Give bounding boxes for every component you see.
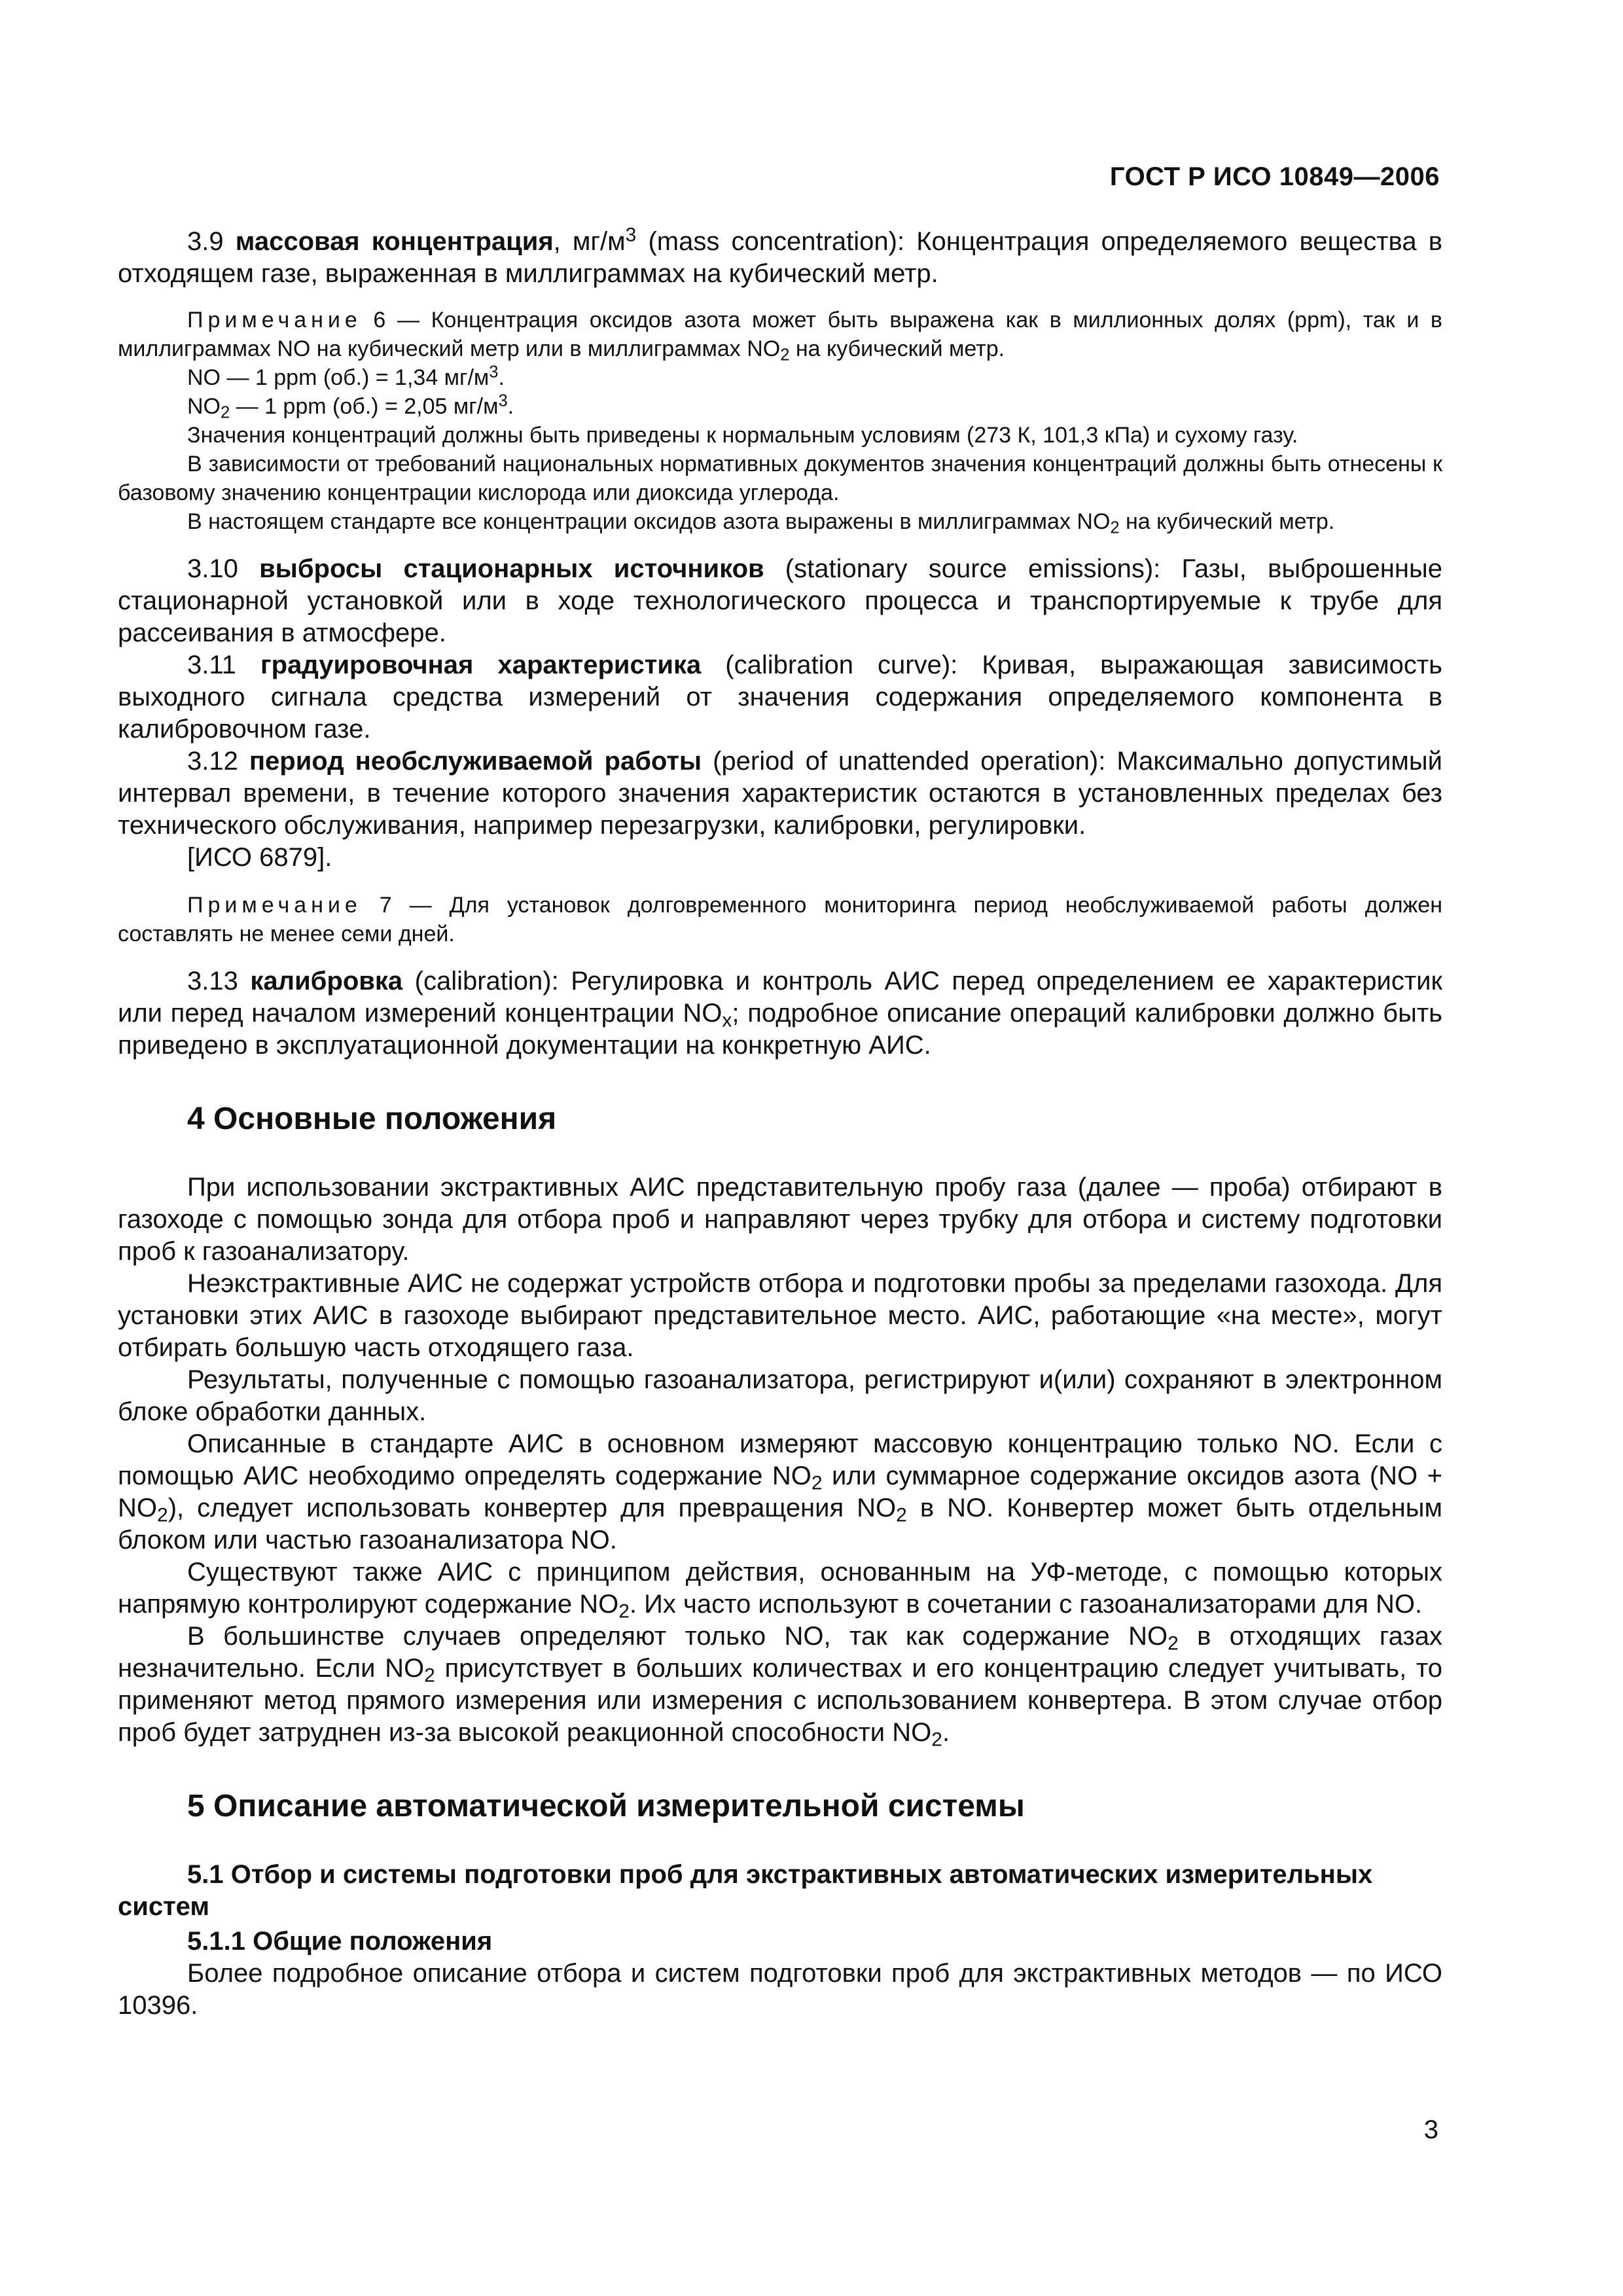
paragraph-text: Существуют также АИС с принципом действия, основанным на УФ-методе, с помощью которых напрямую контролируют содержание NO (118, 1558, 1442, 1619)
clause-number: 3.11 (187, 651, 236, 679)
subscript: 2 (1168, 1632, 1179, 1655)
note-6-reference: В зависимости от требований национальных нормативных документов значения концентраций должны быть отнесены к базовому значению концентрации кислорода или диоксида углерода. (118, 452, 1442, 505)
page-number: 3 (1423, 2115, 1438, 2144)
term-definition: (mass concentration): Концентрация определяемого вещества в отходящем газе, выраженная в миллиграммах на кубический метр. (118, 227, 1442, 288)
superscript: 3 (625, 224, 637, 246)
term-name: калибровка (250, 967, 403, 996)
superscript: 3 (489, 363, 499, 382)
term-name: массовая концентрация (235, 227, 554, 256)
section-4-paragraph: Неэкстрактивные АИС не содержат устройств отбора и подготовки пробы за пределами газохода. Для установки этих АИС в газоходе выбирают представительное место. АИС, работающие «на месте», могут отбирать большую часть отходящего газа. (118, 1269, 1442, 1362)
term-definition: ; подробное описание операций калибровки должно быть приведено в эксплуатационной документации на конкретную АИС. (118, 999, 1442, 1060)
clause-number: 3.13 (187, 967, 238, 996)
note-label: Примечание (187, 308, 362, 332)
term-3-12-reference: [ИСО 6879]. (187, 843, 332, 872)
subscript: 2 (931, 1729, 942, 1751)
subsection-5-1-heading: 5.1 Отбор и системы подготовки проб для экстрактивных автоматических измерительных систем (118, 1860, 1373, 1921)
subscript: 2 (811, 1472, 823, 1494)
note-text: . (498, 365, 505, 390)
subscript: 2 (780, 346, 790, 365)
note-6-standard (118, 507, 1442, 536)
paragraph-text: или суммарное содержание оксидов азота (NO + NO (118, 1462, 1442, 1522)
unit-text: , мг/м (553, 227, 626, 256)
note-6-normal: Значения концентраций должны быть приведены к нормальным условиям (273 К, 101,3 кПа) и сухому газу. (187, 423, 1298, 448)
term-definition: (stationary source emissions): Газы, выброшенные стационарной установкой или в ходе технологического процесса и транспортируемые к трубе для рассеивания в атмосфере. (118, 554, 1442, 647)
note-text: — 1 ppm (об.) = 2,05 мг/м (230, 394, 499, 419)
term-3-11 (118, 649, 1442, 745)
note-text: NO — 1 ppm (об.) = 1,34 мг/м (187, 365, 490, 390)
section-4-heading: 4 Основные положения (187, 1102, 557, 1136)
subscript: 2 (424, 1664, 435, 1687)
paragraph-text: В большинстве случаев определяют только NO, так как содержание NO (187, 1622, 1168, 1651)
standard-id: ГОСТ Р ИСО 10849—2006 (1109, 162, 1440, 191)
section-4-paragraph: При использовании экстрактивных АИС представительную пробу газа (далее — проба) отбирают в газоходе с помощью зонда для отбора проб и направляют через трубку для отбора и систему подготовки проб к газоанализатору. (118, 1173, 1442, 1266)
section-4-paragraph (118, 1621, 1442, 1749)
section-4-paragraph (118, 1556, 1442, 1621)
term-definition: (calibration curve): Кривая, выражающая зависимость выходного сигнала средства измерений от значения содержания определяемого компонента в калибровочном газе. (118, 651, 1442, 744)
note-text: 6 — Концентрация оксидов азота может быть выражена как в миллионных долях (ppm), так и в миллиграммах NO на кубический метр или в миллиграммах NO (118, 308, 1442, 361)
note-6 (118, 306, 1442, 536)
note-6-text (118, 306, 1442, 363)
paragraph-text: Описанные в стандарте АИС в основном измеряют массовую концентрацию только NO. Если с помощью АИС необходимо определять содержание NO (118, 1429, 1442, 1490)
clause-number: 3.12 (187, 747, 238, 776)
term-3-10 (118, 553, 1442, 649)
term-3-13 (118, 965, 1442, 1062)
term-definition: (calibration): Регулировка и контроль АИС перед определением ее характеристик или перед началом измерений концентрации NO (118, 967, 1442, 1028)
subscript: 2 (896, 1504, 907, 1526)
term-name: градуировочная характеристика (260, 651, 702, 679)
page-body (118, 226, 1442, 2022)
note-6-no (118, 363, 1442, 392)
subscript: 2 (1110, 518, 1120, 537)
clause-number: 3.10 (187, 554, 238, 583)
section-4-paragraph (118, 1428, 1442, 1556)
subscript: x (722, 1009, 732, 1031)
term-3-9 (118, 226, 1442, 290)
section-5-heading: 5 Описание автоматической измерительной системы (187, 1789, 1025, 1823)
note-text: на кубический метр. (789, 336, 1005, 361)
term-3-12 (118, 745, 1442, 842)
note-7 (118, 891, 1442, 948)
subscript: 2 (221, 403, 230, 422)
paragraph-text: . (942, 1718, 950, 1747)
paragraph-text: в NO. Конвертер может быть отдельным блоком или частью газоанализатора NO. (118, 1494, 1442, 1554)
paragraph-text: ), следует использовать конвертер для превращения NO (168, 1494, 897, 1522)
paragraph-text: в отходящих газах незначительно. Если NO (118, 1622, 1442, 1683)
note-label: Примечание (187, 893, 362, 918)
term-name: выбросы стационарных источников (259, 554, 764, 583)
subscript: 2 (157, 1504, 168, 1526)
term-name: период необслуживаемой работы (249, 747, 702, 776)
paragraph-text: . Их часто используют в сочетании с газоанализаторами для NO. (629, 1590, 1423, 1619)
section-5-paragraph: Более подробное описание отбора и систем подготовки проб для экстрактивных методов — по ИСО 10396. (118, 1959, 1442, 2020)
paragraph-text: присутствует в больших количествах и его концентрацию следует учитывать, то применяют метод прямого измерения или измерения с использованием конвертера. В этом случае отбор проб будет затруднен из-за высокой реакционной способности NO (118, 1654, 1443, 1747)
note-text: 7 — Для установок долговременного мониторинга период необслуживаемой работы должен составлять не менее семи дней. (118, 893, 1442, 946)
note-text: NO (187, 394, 221, 419)
note-text: В настоящем стандарте все концентрации оксидов азота выражены в миллиграммах NO (187, 509, 1111, 534)
note-6-no2 (118, 392, 1442, 421)
subsection-5-1-1-heading: 5.1.1 Общие положения (187, 1927, 493, 1956)
section-4-paragraph: Результаты, полученные с помощью газоанализатора, регистрируют и(или) сохраняют в электронном блоке обработки данных. (118, 1365, 1442, 1426)
clause-number: 3.9 (187, 227, 224, 256)
superscript: 3 (498, 391, 508, 410)
term-definition: (period of unattended operation): Максимально допустимый интервал времени, в течение которого значения характеристик остаются в установленных пределах без технического обслуживания, например перезагрузки, калибровки, регулировки. (118, 747, 1442, 840)
subscript: 2 (618, 1600, 630, 1623)
note-text: на кубический метр. (1119, 509, 1335, 534)
note-text: . (507, 394, 514, 419)
